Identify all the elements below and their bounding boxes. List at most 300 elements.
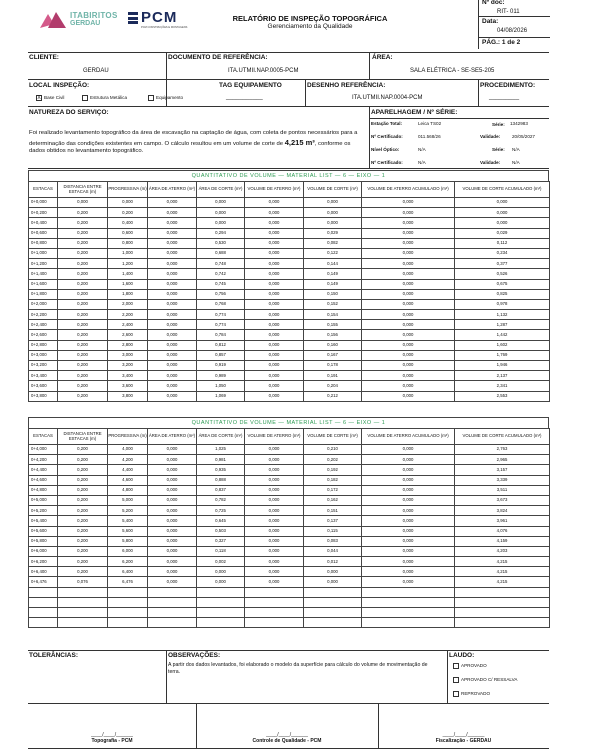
table-cell: 3,961	[455, 516, 550, 526]
table-cell: 4,215	[455, 567, 550, 577]
table-row	[29, 546, 550, 556]
table-cell: 0,000	[245, 320, 304, 330]
table-cell: 0,000	[245, 279, 304, 289]
table-cell: 0,002	[197, 557, 245, 567]
column-header: VOLUME DE ATERRO (m³)	[245, 182, 304, 198]
table-cell: 0+2,400	[29, 320, 58, 330]
logo-pcm-text: PCM	[141, 9, 178, 26]
table-cell: 0,000	[245, 228, 304, 238]
serie2-value: N/A	[512, 147, 520, 152]
table-row	[29, 391, 550, 401]
table-cell: 0,000	[362, 248, 455, 258]
equipment-label: APARELHAGEM / Nº SÉRIE:	[371, 109, 458, 116]
page-number: PÁG.: 1 de 2	[482, 39, 521, 46]
table-cell: 0,200	[58, 259, 108, 269]
valid2-value: N/A	[512, 160, 520, 165]
table-cell: 0,000	[245, 465, 304, 475]
table-cell: 0,200	[58, 516, 108, 526]
table-row	[29, 577, 550, 587]
table-cell: 0,000	[245, 361, 304, 371]
table-cell: 0,768	[197, 299, 245, 309]
table-cell: 0+0,400	[29, 218, 58, 228]
laudo-option-reservations[interactable]: APROVADO C/ RESSALVA	[453, 677, 517, 683]
table-cell: 0+0,800	[29, 238, 58, 248]
table-cell: 0,774	[197, 320, 245, 330]
table-cell: 0,200	[58, 381, 108, 391]
station-value: Leica TS02	[418, 121, 442, 126]
table-cell: 0+2,800	[29, 340, 58, 350]
table-cell: 0,000	[108, 198, 148, 208]
table-cell: 0,000	[245, 330, 304, 340]
area-label: ÁREA:	[372, 54, 393, 61]
table-cell: 0,000	[362, 299, 455, 309]
table-cell: 0,000	[148, 557, 197, 567]
table-cell: 1,200	[108, 259, 148, 269]
table-cell: 1,800	[108, 289, 148, 299]
laudo-option-rejected[interactable]: REPROVADO	[453, 691, 490, 697]
ref-drawing-value: ITA.UTMII.NAP.0004-PCM	[352, 95, 423, 101]
valid1-label: Validade:	[480, 134, 501, 139]
table-cell: 0,200	[58, 371, 108, 381]
sig3-label: Fiscalização - GERDAU	[435, 738, 492, 744]
table-cell: 1,400	[108, 269, 148, 279]
table-cell: 0,000	[148, 340, 197, 350]
column-header: ÁREA DE CORTE (m²)	[197, 429, 245, 445]
table-cell: 2,553	[455, 391, 550, 401]
volume-table-1	[28, 170, 549, 402]
column-header: VOLUME DE ATERRO ACUMULADO (m³)	[362, 429, 455, 445]
table-cell: 6,200	[108, 557, 148, 567]
table-cell: 0,675	[455, 279, 550, 289]
table-cell: 0,000	[304, 567, 362, 577]
column-header: VOLUME DE CORTE ACUMULADO (m³)	[455, 429, 550, 445]
sig1-date-line: ____/____/______	[91, 732, 133, 738]
table-cell: 2,200	[108, 310, 148, 320]
table-cell: 0,000	[148, 506, 197, 516]
checkbox-base-civil[interactable]: X	[37, 95, 41, 101]
table-cell: 0,000	[197, 577, 245, 587]
ref-doc-label: DOCUMENTO DE REFERÊNCIA:	[168, 54, 268, 61]
table-cell: 0,000	[148, 279, 197, 289]
table-row	[29, 506, 550, 516]
table-cell: 0,083	[304, 536, 362, 546]
empty-row	[29, 597, 550, 607]
table-cell: 1,000	[108, 248, 148, 258]
table-cell: 0+0,000	[29, 198, 58, 208]
table-cell: 0,000	[148, 381, 197, 391]
table-cell: 0,000	[455, 218, 550, 228]
table-cell: 0,812	[197, 340, 245, 350]
table-cell: 0,200	[58, 465, 108, 475]
table-cell: 0,151	[304, 506, 362, 516]
table-cell: 0+5,200	[29, 506, 58, 516]
table-cell: 0+3,200	[29, 361, 58, 371]
table-cell: 0,000	[362, 350, 455, 360]
table-cell: 0,000	[148, 526, 197, 536]
empty-row	[29, 587, 550, 597]
table-cell: 0,000	[362, 218, 455, 228]
table-cell: 0,200	[58, 546, 108, 556]
station-label: Estação Total:	[371, 121, 403, 126]
table-cell: 0,200	[58, 350, 108, 360]
table-cell: 0,000	[362, 269, 455, 279]
table-cell: 0,000	[304, 208, 362, 218]
date-value: 04/08/2026	[497, 28, 528, 34]
table-cell: 1,025	[197, 445, 245, 455]
table-cell: 0,137	[304, 516, 362, 526]
table-cell: 0,745	[197, 279, 245, 289]
column-header: ESTACAS	[29, 182, 58, 198]
table-row	[29, 557, 550, 567]
doc-number-label: Nº doc:	[482, 0, 505, 6]
table-cell: 0,200	[58, 557, 108, 567]
table-row	[29, 228, 550, 238]
table-row	[29, 361, 550, 371]
signature-fiscalizacao	[378, 732, 549, 744]
table-cell: 3,800	[108, 391, 148, 401]
table-row	[29, 208, 550, 218]
table-cell: 0,200	[58, 330, 108, 340]
table-cell: 0+1,800	[29, 289, 58, 299]
table-cell: 0,000	[245, 248, 304, 258]
table-cell: 0+6,200	[29, 557, 58, 567]
table-cell: 0,530	[197, 238, 245, 248]
table-cell: 2,600	[108, 330, 148, 340]
table-cell: 0,000	[148, 248, 197, 258]
table-cell: 0,044	[304, 546, 362, 556]
table-cell: 0+3,000	[29, 350, 58, 360]
table-cell: 0,000	[148, 320, 197, 330]
table-cell: 1,069	[197, 391, 245, 401]
table-row	[29, 259, 550, 269]
table-cell: 0,000	[362, 536, 455, 546]
table-cell: 1,602	[455, 340, 550, 350]
sig3-date-line: ____/____/______	[442, 732, 485, 738]
table-cell: 0+1,200	[29, 259, 58, 269]
table-cell: 0,000	[148, 465, 197, 475]
table-row	[29, 485, 550, 495]
table-cell: 0,200	[58, 340, 108, 350]
table-cell: 0,200	[58, 279, 108, 289]
tag-label: TAG EQUIPAMENTO	[219, 82, 282, 89]
table-cell: 0,204	[304, 381, 362, 391]
table-cell: 0,503	[197, 526, 245, 536]
table-cell: 0,000	[245, 495, 304, 505]
table-cell: 4,076	[455, 526, 550, 536]
valid1-value: 20/05/2027	[512, 134, 535, 139]
local-option-estrutura[interactable]: Estrutura Metálica	[82, 95, 127, 101]
table-row	[29, 516, 550, 526]
cert2-value: N/A	[418, 160, 426, 165]
optic-value: N/A	[418, 147, 426, 152]
table-cell: 0,400	[108, 218, 148, 228]
table-cell: 4,400	[108, 465, 148, 475]
table-cell: 0,888	[197, 475, 245, 485]
table-cell: 0,919	[197, 361, 245, 371]
table-cell: 0,076	[58, 577, 108, 587]
table-cell: 0,000	[245, 350, 304, 360]
table-row	[29, 218, 550, 228]
table-cell: 0,000	[455, 208, 550, 218]
table-cell: 0,000	[362, 228, 455, 238]
table-cell: 0,000	[148, 495, 197, 505]
table-cell: 0,200	[58, 495, 108, 505]
table-cell: 0,000	[362, 546, 455, 556]
table-cell: 0+6,400	[29, 567, 58, 577]
table-row	[29, 536, 550, 546]
table-cell: 0+1,400	[29, 269, 58, 279]
table-cell: 0,144	[304, 259, 362, 269]
table-cell: 0,210	[304, 445, 362, 455]
table-cell: 5,200	[108, 506, 148, 516]
table-cell: 0,000	[362, 259, 455, 269]
column-header: ESTACAS	[29, 429, 58, 445]
report-label: LAUDO:	[449, 652, 475, 659]
table-cell: 0,000	[245, 557, 304, 567]
table-cell: 0,688	[197, 248, 245, 258]
local-option-base-civil[interactable]: X Base Civil	[37, 95, 65, 101]
service-volume: 4,215 m³	[284, 137, 315, 147]
laudo-option-approved[interactable]: APROVADO	[453, 663, 487, 669]
table-cell: 0,149	[304, 279, 362, 289]
table-cell: 0,156	[304, 330, 362, 340]
table-cell: 0+3,400	[29, 371, 58, 381]
table-cell: 2,400	[108, 320, 148, 330]
table-cell: 0,000	[304, 218, 362, 228]
empty-row	[29, 608, 550, 618]
table-cell: 0,000	[362, 516, 455, 526]
table-cell: 0,784	[197, 330, 245, 340]
table-cell: 0,122	[304, 248, 362, 258]
table-cell: 0,200	[58, 248, 108, 258]
column-header: DISTANCIA ENTRE ESTACAS (m)	[58, 429, 108, 445]
table-cell: 0,000	[58, 198, 108, 208]
table-cell: 0+6,000	[29, 546, 58, 556]
table-cell: 0,978	[455, 299, 550, 309]
cert1-label: Nº Certificado:	[371, 134, 403, 139]
logo-gerdau-text: GERDAU	[70, 20, 101, 27]
table-cell: 0,000	[148, 218, 197, 228]
table-cell: 0,000	[148, 310, 197, 320]
table-cell: 3,511	[455, 485, 550, 495]
checkbox-reservations[interactable]	[453, 677, 459, 683]
table-cell: 0,742	[197, 269, 245, 279]
table-cell: 0,000	[304, 198, 362, 208]
table-cell: 0,857	[197, 350, 245, 360]
table-cell: 0,200	[58, 475, 108, 485]
table-cell: 0,000	[148, 546, 197, 556]
table-cell: 0,200	[58, 218, 108, 228]
table-cell: 3,400	[108, 371, 148, 381]
table-cell: 0,012	[304, 557, 362, 567]
column-header: PROGRESSIVA (m)	[108, 182, 148, 198]
signature-controle	[196, 732, 378, 744]
table-cell: 0,000	[245, 577, 304, 587]
table-cell: 0,000	[362, 289, 455, 299]
table-cell: 0,000	[362, 381, 455, 391]
table-cell: 0,172	[304, 485, 362, 495]
table-cell: 0,000	[148, 516, 197, 526]
doc-number: RIT- 011	[497, 9, 520, 15]
tolerance-label: TOLERÂNCIAS:	[29, 652, 78, 659]
table-row	[29, 279, 550, 289]
table-cell: 0,377	[455, 259, 550, 269]
table-cell: 4,200	[108, 455, 148, 465]
table-cell: 4,600	[108, 475, 148, 485]
table-cell: 0,000	[362, 310, 455, 320]
table-cell: 0,200	[58, 320, 108, 330]
table-cell: 0,200	[108, 208, 148, 218]
table-cell: 0,989	[197, 371, 245, 381]
table-cell: 0,000	[245, 238, 304, 248]
checkbox-approved[interactable]	[453, 663, 459, 669]
obs-label: OBSERVAÇÕES:	[168, 652, 221, 659]
table-cell: 0,200	[58, 299, 108, 309]
table-cell: 0,000	[148, 208, 197, 218]
page-subtitle: Gerenciamento da Qualidade	[267, 23, 353, 30]
table-cell: 0,000	[245, 536, 304, 546]
table-cell: 0,000	[362, 340, 455, 350]
checkbox-estrutura[interactable]	[82, 95, 88, 101]
table-cell: 0+2,600	[29, 330, 58, 340]
serie2-label: Série:	[492, 147, 505, 152]
table-cell: 0,200	[58, 310, 108, 320]
table-cell: 0+0,200	[29, 208, 58, 218]
table-row	[29, 289, 550, 299]
table-cell: 0,200	[58, 526, 108, 536]
table-cell: 5,600	[108, 526, 148, 536]
table-cell: 0,000	[245, 445, 304, 455]
table-cell: 0,000	[362, 208, 455, 218]
table-cell: 2,800	[108, 340, 148, 350]
table-row	[29, 381, 550, 391]
table-cell: 0,152	[304, 299, 362, 309]
table-cell: 4,000	[108, 445, 148, 455]
table-cell: 0,645	[197, 516, 245, 526]
table-cell: 0,000	[245, 381, 304, 391]
column-header: DISTANCIA ENTRE ESTACAS (m)	[58, 182, 108, 198]
table-cell: 0,000	[362, 320, 455, 330]
table-cell: 0,029	[455, 228, 550, 238]
table-cell: 0,202	[304, 455, 362, 465]
table-cell: 1,600	[108, 279, 148, 289]
table-cell: 0+5,000	[29, 495, 58, 505]
table-cell: 0,200	[58, 228, 108, 238]
column-header: ÁREA DE ATERRO (m²)	[148, 182, 197, 198]
ref-drawing-label: DESENHO REFERÊNCIA:	[307, 82, 386, 89]
table-cell: 5,000	[108, 495, 148, 505]
table2-banner: QUANTITATIVO DE VOLUME — MATERIAL LIST — 6 — EIXO — 1	[28, 417, 549, 428]
table-cell: 0,000	[245, 198, 304, 208]
table-cell: 0,000	[148, 198, 197, 208]
table-cell: 0,000	[362, 455, 455, 465]
table-cell: 0,000	[455, 198, 550, 208]
table-cell: 0,000	[362, 238, 455, 248]
table-cell: 0,000	[362, 577, 455, 587]
table-row	[29, 475, 550, 485]
local-option-equipamento[interactable]: Equipamento	[148, 95, 183, 101]
table-cell: 0,082	[304, 238, 362, 248]
table-cell: 4,215	[455, 557, 550, 567]
checkbox-equipamento[interactable]	[148, 95, 154, 101]
logo-pcm-sub: PCM CONSTRUÇÕES E MONTAGENS	[141, 26, 188, 29]
checkbox-rejected[interactable]	[453, 691, 459, 697]
column-header: ÁREA DE ATERRO (m²)	[148, 429, 197, 445]
table-cell: 0,935	[197, 465, 245, 475]
empty-row	[29, 618, 550, 628]
table-cell: 0,115	[304, 526, 362, 536]
table1-banner: QUANTITATIVO DE VOLUME — MATERIAL LIST — 6 — EIXO — 1	[28, 170, 549, 181]
sig2-date-line: ____/____/______	[266, 732, 308, 738]
local-label: LOCAL INSPEÇÃO:	[29, 82, 90, 89]
date-label: Data:	[482, 18, 499, 25]
table-cell: 5,400	[108, 516, 148, 526]
table-cell: 0,000	[362, 371, 455, 381]
procedure-label: PROCEDIMENTO:	[480, 82, 536, 89]
table-cell: 1,132	[455, 310, 550, 320]
column-header: VOLUME DE ATERRO (m³)	[245, 429, 304, 445]
procedure-value: _________	[489, 94, 520, 100]
table-cell: 1,946	[455, 361, 550, 371]
table-cell: 0+4,600	[29, 475, 58, 485]
table-cell: 0,000	[362, 557, 455, 567]
table-cell: 1,050	[197, 381, 245, 391]
table-cell: 0,200	[58, 361, 108, 371]
table-cell: 0,167	[304, 350, 362, 360]
table-cell: 0,000	[148, 577, 197, 587]
obs-text: A partir dos dados levantados, foi elaborado o modelo da superfície para cálculo do volume de movimentação de terra.	[168, 662, 428, 676]
table-cell: 0,000	[197, 198, 245, 208]
table-row	[29, 350, 550, 360]
table-cell: 6,000	[108, 546, 148, 556]
table-cell: 4,215	[455, 577, 550, 587]
table-cell: 0,000	[362, 475, 455, 485]
table-cell: 3,673	[455, 495, 550, 505]
table-cell: 0,000	[245, 218, 304, 228]
table-cell: 5,800	[108, 536, 148, 546]
logo-itabiritos	[38, 10, 123, 32]
table-cell: 0+1,600	[29, 279, 58, 289]
table-cell: 6,400	[108, 567, 148, 577]
table-cell: 0+5,800	[29, 536, 58, 546]
table-cell: 0,000	[148, 567, 197, 577]
table-cell: 0,000	[245, 340, 304, 350]
table-cell: 0,782	[197, 495, 245, 505]
table-cell: 2,137	[455, 371, 550, 381]
table-cell: 0,000	[197, 218, 245, 228]
table-cell: 0,000	[362, 279, 455, 289]
table-cell: 0+6,476	[29, 577, 58, 587]
table-cell: 4,800	[108, 485, 148, 495]
table-cell: 0,000	[148, 361, 197, 371]
table-cell: 0,000	[245, 391, 304, 401]
table-row	[29, 526, 550, 536]
table-cell: 0,600	[108, 228, 148, 238]
table-cell: 0,000	[148, 330, 197, 340]
sig2-label: Controle de Qualidade - PCM	[252, 738, 322, 744]
table-cell: 0,000	[148, 371, 197, 381]
table-cell: 0,756	[197, 289, 245, 299]
table-cell: 0,000	[148, 228, 197, 238]
table-cell: 0,000	[197, 567, 245, 577]
table-cell: 0+1,000	[29, 248, 58, 258]
table-cell: 0,000	[362, 330, 455, 340]
area-value: SALA ELÉTRICA - SE-SE5-205	[410, 68, 495, 74]
table-cell: 0,200	[58, 208, 108, 218]
table-cell: 0,118	[197, 546, 245, 556]
table-cell: 0+5,400	[29, 516, 58, 526]
table-cell: 4,203	[455, 546, 550, 556]
